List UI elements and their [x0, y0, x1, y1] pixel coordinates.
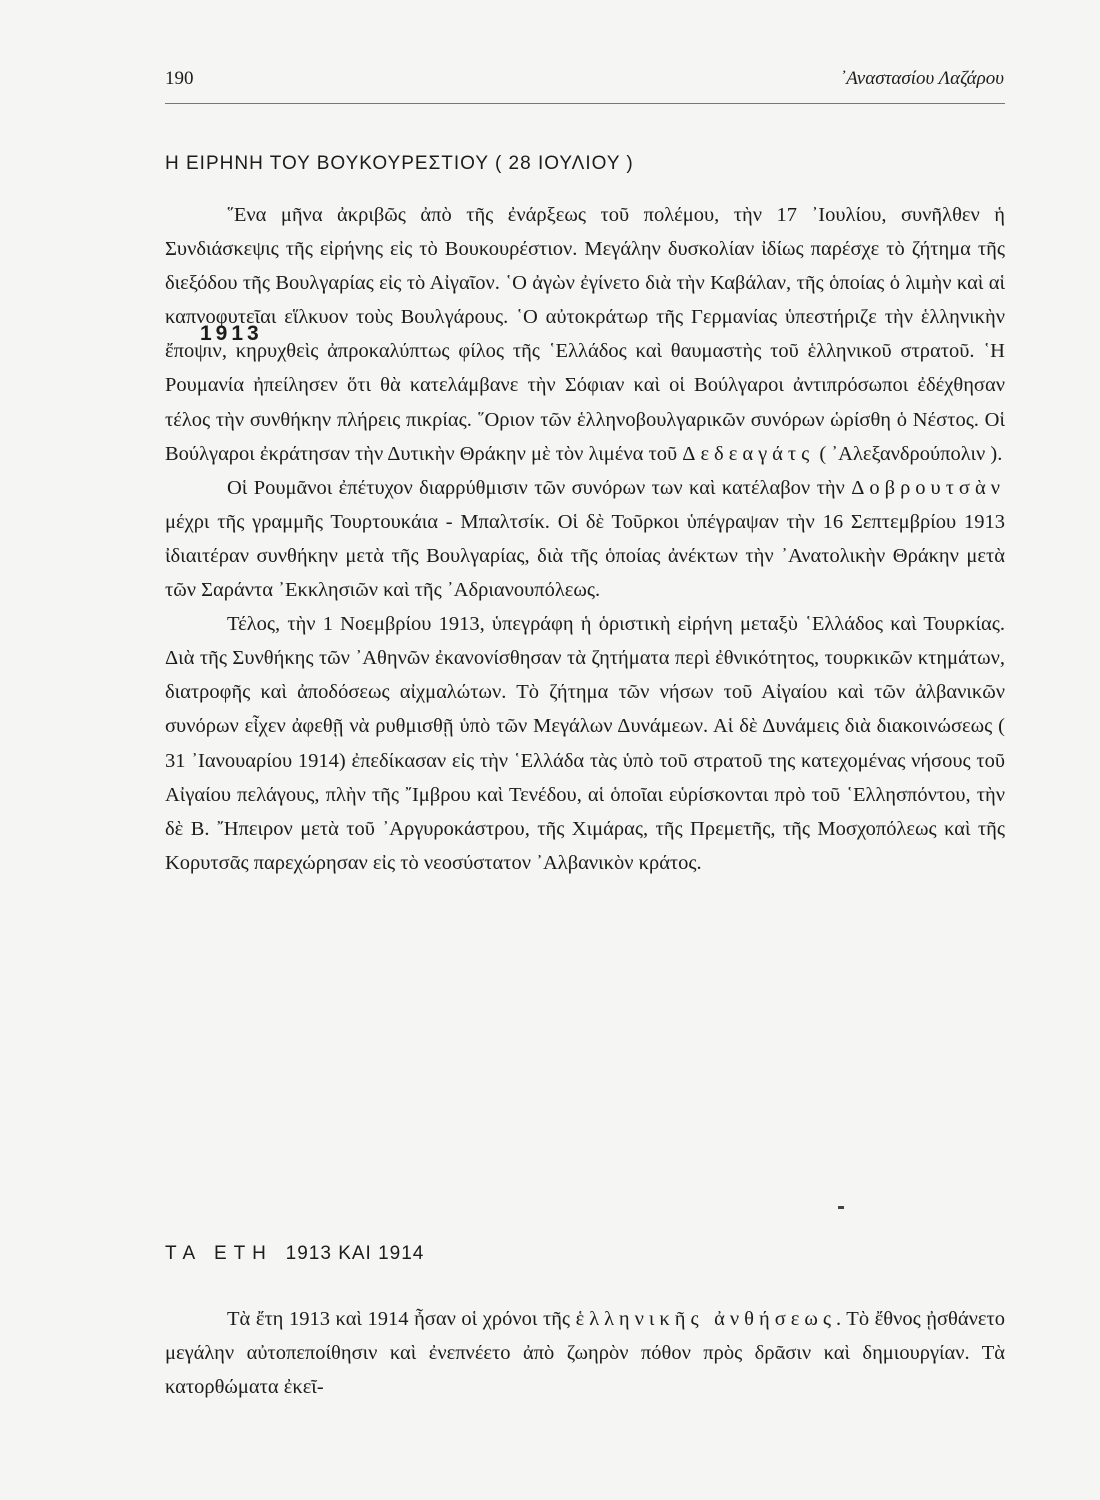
section-title-years: Τ Α Ε Τ Η 1913 ΚΑΙ 1914 [165, 1243, 425, 1264]
paragraph: Τὰ ἔτη 1913 καὶ 1914 ἦσαν οἱ χρόνοι τῆς ἑλληνικῆς ἀνθήσεως. Τὸ ἔθνος ᾐσθάνετο μεγάλην αὐτοπεποίθησιν καὶ ἐνεπνέετο ἀπὸ ζωηρὸν πόθον πρὸς δρᾶσιν καὶ δημιουργίαν. Τὰ κατορθώματα ἐκεῖ- [165, 1308, 1005, 1399]
section-title-peace-bucharest: Η ΕΙΡΗΝΗ ΤΟΥ ΒΟΥΚΟΥΡΕΣΤΙΟΥ ( 28 ΙΟΥΛΙΟΥ ) [165, 153, 634, 174]
header-rule [165, 103, 1005, 104]
margin-year: 1913 [200, 322, 263, 345]
section1-body [165, 198, 1005, 880]
page-number: 190 [165, 68, 194, 89]
spaced-place-name: Δοβρουτσὰν [851, 476, 1005, 499]
section2-body [165, 1302, 1005, 1404]
running-header [165, 68, 1004, 100]
running-author: ᾿Αναστασίου Λαζάρου [839, 68, 1004, 89]
paragraph: ῞Ενα μῆνα ἀκριβῶς ἀπὸ τῆς ἐνάρξεως τοῦ πολέμου, τὴν 17 ᾿Ιουλίου, συνῆλθεν ἡ Συνδιάσκεψις τῆς εἰρήνης εἰς τὸ Βουκουρέστιον. Μεγάλην δυσκολίαν ἰδίως παρέσχε τὸ ζήτημα τῆς διεξόδου τῆς Βουλγαρίας εἰς τὸ Αἰγαῖον. ῾Ο ἀγὼν ἐγίνετο διὰ τὴν Καβάλαν, τῆς ὁποίας ὁ λιμὴν καὶ αἱ καπνοφυτεῖαι εἵλκυον τοὺς Βουλγάρους. ῾Ο αὐτοκράτωρ τῆς Γερμανίας ὑπεστήριζε τὴν ἑλληνικὴν ἔποψιν, κηρυχθεὶς ἀπροκαλύπτως φίλος τῆς ῾Ελλάδος καὶ θαυμαστὴς τοῦ ἑλληνικοῦ στρατοῦ. ῾Η Ρουμανία ἠπείλησεν ὅτι θὰ κατελάμβανε τὴν Σόφιαν καὶ οἱ Βούλγαροι ἀντιπρόσωποι ἐδέχθησαν τέλος τὴν συνθήκην πλήρεις πικρίας. ῞Οριον τῶν ἑλληνοβουλγαρικῶν συνόρων ὡρίσθη ὁ Νέστος. Οἱ Βούλγαροι ἐκράτησαν τὴν Δυτικὴν Θράκην μὲ τὸν λιμένα τοῦ Δεδεαγάτς ( ᾿Αλεξανδρούπολιν ). [165, 204, 1005, 465]
ink-mark [838, 1206, 844, 1209]
spaced-emphasis: ἑλληνικῆς ἀνθήσεως [575, 1308, 836, 1330]
spaced-place-name: Δεδεαγάτς [682, 442, 815, 465]
paragraph: Τέλος, τὴν 1 Νοεμβρίου 1913, ὑπεγράφη ἡ ὁριστικὴ εἰρήνη μεταξὺ ῾Ελλάδος καὶ Τουρκίας. Διὰ τῆς Συνθήκης τῶν ᾿Αθηνῶν ἐκανονίσθησαν τὰ ζητήματα περὶ ἐθνικότητος, τουρκικῶν κτημάτων, διατροφῆς καὶ ἀποδόσεως αἰχμαλώτων. Τὸ ζήτημα τῶν νήσων τοῦ Αἰγαίου καὶ τῶν ἀλβανικῶν συνόρων εἶχεν ἀφεθῇ νὰ ρυθμισθῇ ὑπὸ τῶν Μεγάλων Δυνάμεων. Αἱ δὲ Δυνάμεις διὰ διακοινώσεως ( 31 ᾿Ιανουαρίου 1914) ἐπεδίκασαν εἰς τὴν ῾Ελλάδα τὰς ὑπὸ τοῦ στρατοῦ της κατεχομένας νήσους τοῦ Αἰγαίου πελάγους, πλὴν τῆς ῎Ιμβρου καὶ Τενέδου, αἱ ὁποῖαι εὑρίσκονται πρὸ τοῦ ῾Ελλησπόντου, τὴν δὲ Β. ῎Ηπειρον μετὰ τοῦ ᾿Αργυροκάστρου, τῆς Χιμάρας, τῆς Πρεμετῆς, τῆς Μοσχοπόλεως καὶ τῆς Κορυτσᾶς παρεχώρησαν εἰς τὸ νεοσύστατον ᾿Αλβανικὸν κράτος. [165, 613, 1005, 874]
paragraph: Οἱ Ρουμᾶνοι ἐπέτυχον διαρρύθμισιν τῶν συνόρων των καὶ κατέλαβον τὴν Δοβρουτσὰν μέχρι τῆς γραμμῆς Τουρτουκάια - Μπαλτσίκ. Οἱ δὲ Τοῦρκοι ὑπέγραψαν τὴν 16 Σεπτεμβρίου 1913 ἰδιαιτέραν συνθήκην μετὰ τῆς Βουλγαρίας, διὰ τῆς ὁποίας ἀνέκτων τὴν ᾿Ανατολικὴν Θράκην μετὰ τῶν Σαράντα ᾿Εκκλησιῶν καὶ τῆς ᾿Αδριανουπόλεως. [165, 476, 1005, 602]
